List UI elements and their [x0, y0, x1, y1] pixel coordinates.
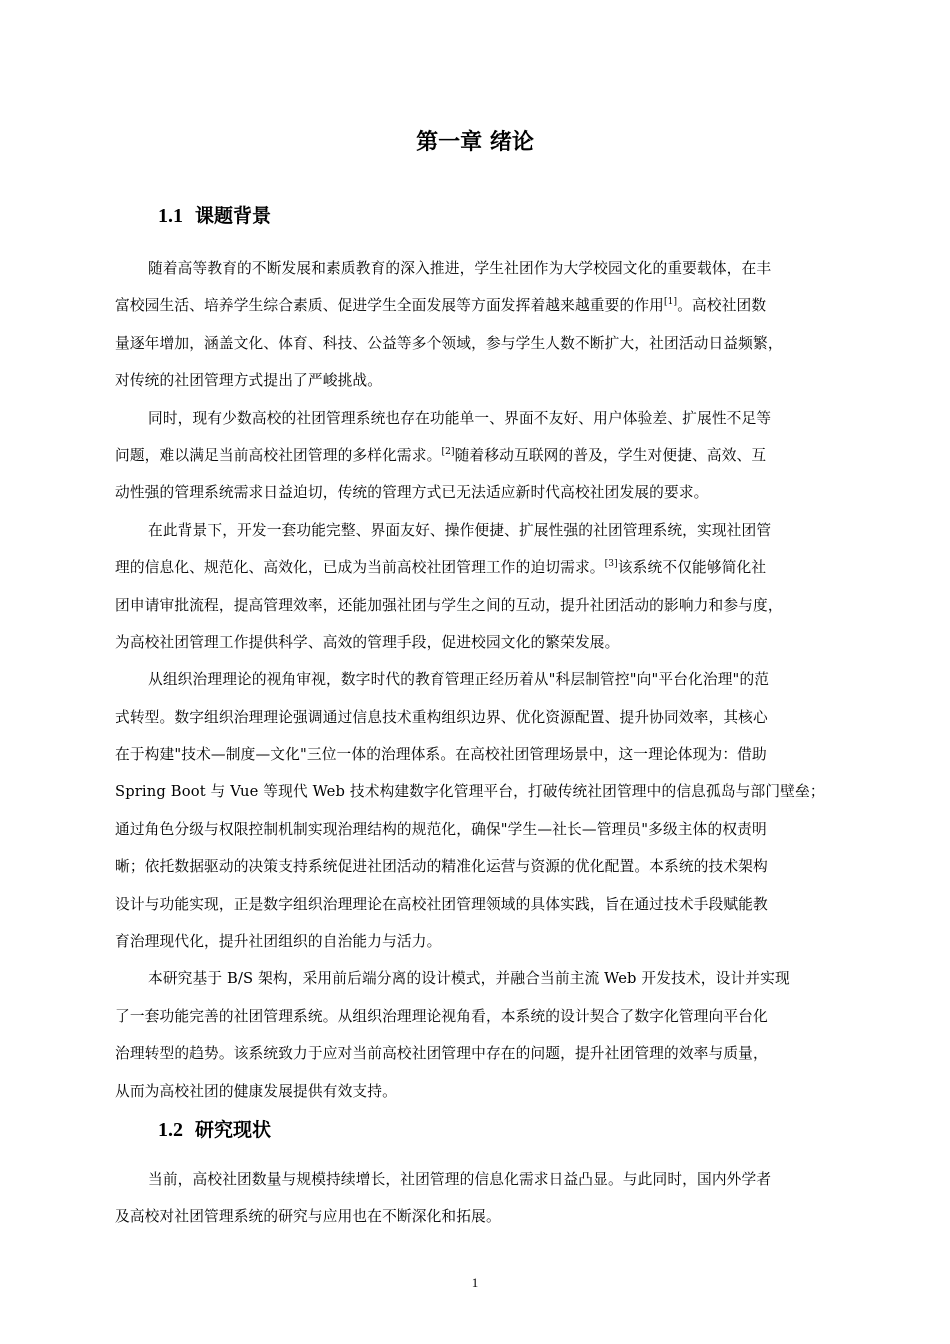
citation-ref: [1] [664, 297, 678, 308]
text-line: 随着高等教育的不断发展和素质教育的深入推进，学生社团作为大学校园文化的重要载体，在丰 [148, 260, 772, 277]
text-line: 从而为高校社团的健康发展提供有效支持。 [115, 1082, 397, 1100]
text-line: 从组织治理理论的视角审视，数字时代的教育管理正经历着从"科层制管控"向"平台化治理"的范 [148, 671, 770, 689]
text-line: 动性强的管理系统需求日益迫切，传统的管理方式已无法适应新时代高校社团发展的要求。 [115, 484, 709, 502]
section-1-1-body [115, 250, 865, 1110]
text-line: 同时，现有少数高校的社团管理系统也存在功能单一、界面不友好、用户体验差、扩展性不足等 [148, 409, 772, 427]
text-line: 团申请审批流程，提高管理效率，还能加强社团与学生之间的互动，提升社团活动的影响力和参与度， [115, 596, 783, 614]
text-line: 育治理现代化，提升社团组织的自治能力与活力。 [115, 933, 442, 951]
text-line: 及高校对社团管理系统的研究与应用也在不断深化和拓展。 [115, 1208, 501, 1226]
page-number: 1 [471, 1275, 479, 1290]
text-line: 当前，高校社团数量与规模持续增长，社团管理的信息化需求日益凸显。与此同时，国内外学者 [148, 1171, 772, 1188]
text-line [115, 287, 865, 324]
text-line [115, 549, 865, 586]
text-line [115, 437, 865, 474]
section-heading-1-2 [158, 1116, 271, 1144]
text-line: 为高校社团管理工作提供科学、高效的管理手段，促进校园文化的繁荣发展。 [115, 633, 620, 651]
text-line: Spring Boot 与 Vue 等现代 Web 技术构建数字化管理平台，打破传统社团管理中的信息孤岛与部门壁垒； [115, 783, 825, 801]
text-segment: 富校园生活、培养学生综合素质、促进学生全面发展等方面发挥着越来越重要的作用 [115, 297, 664, 315]
text-line: 通过角色分级与权限控制机制实现治理结构的规范化，确保"学生—社长—管理员"多级主体的权责明 [115, 820, 767, 838]
text-segment: 随着移动互联网的普及，学生对便捷、高效、互 [454, 446, 767, 464]
text-line: 在于构建"技术—制度—文化"三位一体的治理体系。在高校社团管理场景中，这一理论体现为：借助 [115, 746, 767, 764]
text-segment: 该系统不仅能够简化社 [617, 559, 767, 577]
citation-ref: [2] [441, 446, 455, 457]
text-line: 对传统的社团管理方式提出了严峻挑战。 [115, 372, 383, 390]
chapter-title: 第一章 绪论 [416, 130, 534, 155]
text-line: 量逐年增加，涵盖文化、体育、科技、公益等多个领域，参与学生人数不断扩大，社团活动日益频繁， [115, 334, 783, 352]
section-heading-1-1 [158, 202, 271, 230]
text-line: 治理转型的趋势。该系统致力于应对当前高校社团管理中存在的问题，提升社团管理的效率与质量， [115, 1045, 768, 1063]
section-1-2-body [115, 1161, 865, 1236]
text-line: 设计与功能实现，正是数字组织治理理论在高校社团管理领域的具体实践，旨在通过技术手段赋能教 [115, 895, 768, 913]
text-line: 了一套功能完善的社团管理系统。从组织治理理论视角看，本系统的设计契合了数字化管理向平台化 [115, 1007, 768, 1025]
citation-ref: [3] [604, 559, 618, 570]
text-line: 在此背景下，开发一套功能完整、界面友好、操作便捷、扩展性强的社团管理系统，实现社团管 [148, 521, 772, 539]
section-title: 研究现状 [195, 1119, 272, 1141]
text-segment: 理的信息化、规范化、高效化，已成为当前高校社团管理工作的迫切需求。 [115, 559, 605, 577]
text-line: 式转型。数字组织治理理论强调通过信息技术重构组织边界、优化资源配置、提升协同效率，其核心 [115, 708, 768, 726]
text-line: 晰；依托数据驱动的决策支持系统促进社团活动的精准化运营与资源的优化配置。本系统的技术架构 [115, 858, 768, 876]
text-segment: 问题，难以满足当前高校社团管理的多样化需求。 [115, 446, 442, 464]
text-segment: 。高校社团数 [677, 297, 767, 315]
text-line: 本研究基于 B/S 架构，采用前后端分离的设计模式，并融合当前主流 Web 开发技术，设计并实现 [148, 970, 790, 988]
section-number: 1.2 [158, 1119, 183, 1141]
section-title: 课题背景 [195, 205, 272, 227]
section-number: 1.1 [158, 205, 183, 227]
